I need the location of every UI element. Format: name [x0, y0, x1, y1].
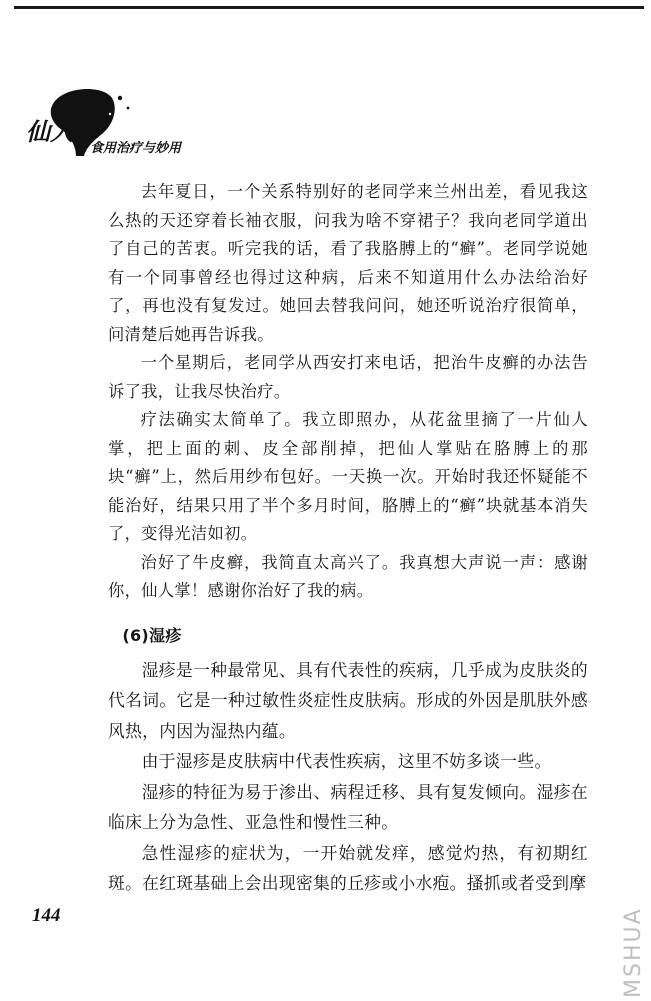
- header-title: 仙人掌: [26, 117, 98, 146]
- top-rule: [14, 6, 644, 9]
- section-heading: (6)湿疹: [122, 626, 182, 645]
- paragraph: 急性湿疹的症状为，一开始就发痒，感觉灼热，有初期红斑。在红斑基础上会出现密集的丘疹或小水疱。搔抓或者受到摩: [108, 842, 588, 893]
- watermark: [610, 880, 650, 1000]
- narrative-text: [108, 178, 588, 606]
- page-number: 144: [32, 905, 61, 926]
- paragraph: 疗法确实太简单了。我立即照办，从花盆里摘了一片仙人掌，把上面的刺、皮全部削掉，把仙人掌贴在胳膊上的那块“癣”上，然后用纱布包好。一天换一次。开始时我还怀疑能不能治好，结果只用了半个多月时间，胳膊上的“癣”块就基本消失了，变得光洁如初。: [108, 410, 588, 543]
- eczema-section: [108, 622, 588, 899]
- sparkle-dot: [118, 96, 122, 100]
- paragraph: 治好了牛皮癣，我简直太高兴了。我真想大声说一声：感谢你，仙人掌！感谢你治好了我的病。: [108, 552, 588, 600]
- sparkle-dot: [109, 113, 111, 115]
- paragraph: 去年夏日，一个关系特别好的老同学来兰州出差，看见我这么热的天还穿着长袖衣服，问我为啥不穿裙子？我向老同学道出了自己的苦衷。听完我的话，看了我胳膊上的“癣”。老同学说她有一个同事曾经也得过这种病，后来不知道用什么办法给治好了，再也没有复发过。她回去替我问问，她还听说治疗很简单，问清楚后她再告诉我。: [108, 182, 588, 344]
- paragraph: 一个星期后，老同学从西安打来电话，把治牛皮癣的办法告诉了我，让我尽快治疗。: [108, 353, 588, 401]
- header-subtitle: 食用治疗与妙用: [90, 141, 182, 156]
- book-header-logo: [20, 84, 220, 164]
- sparkle-dot: [127, 107, 130, 110]
- watermark-text: MSHUA: [621, 907, 646, 998]
- paragraph: 湿疹是一种最常见、具有代表性的疾病，几乎成为皮肤炎的代名词。它是一种过敏性炎症性皮肤病。形成的外因是肌肤外感风热，内因为湿热内蕴。: [108, 659, 588, 741]
- paragraph: 湿疹的特征为易于渗出、病程迁移、具有复发倾向。湿疹在临床上分为急性、亚急性和慢性三种。: [108, 781, 588, 832]
- paragraph: 由于湿疹是皮肤病中代表性疾病，这里不妨多谈一些。: [141, 751, 552, 771]
